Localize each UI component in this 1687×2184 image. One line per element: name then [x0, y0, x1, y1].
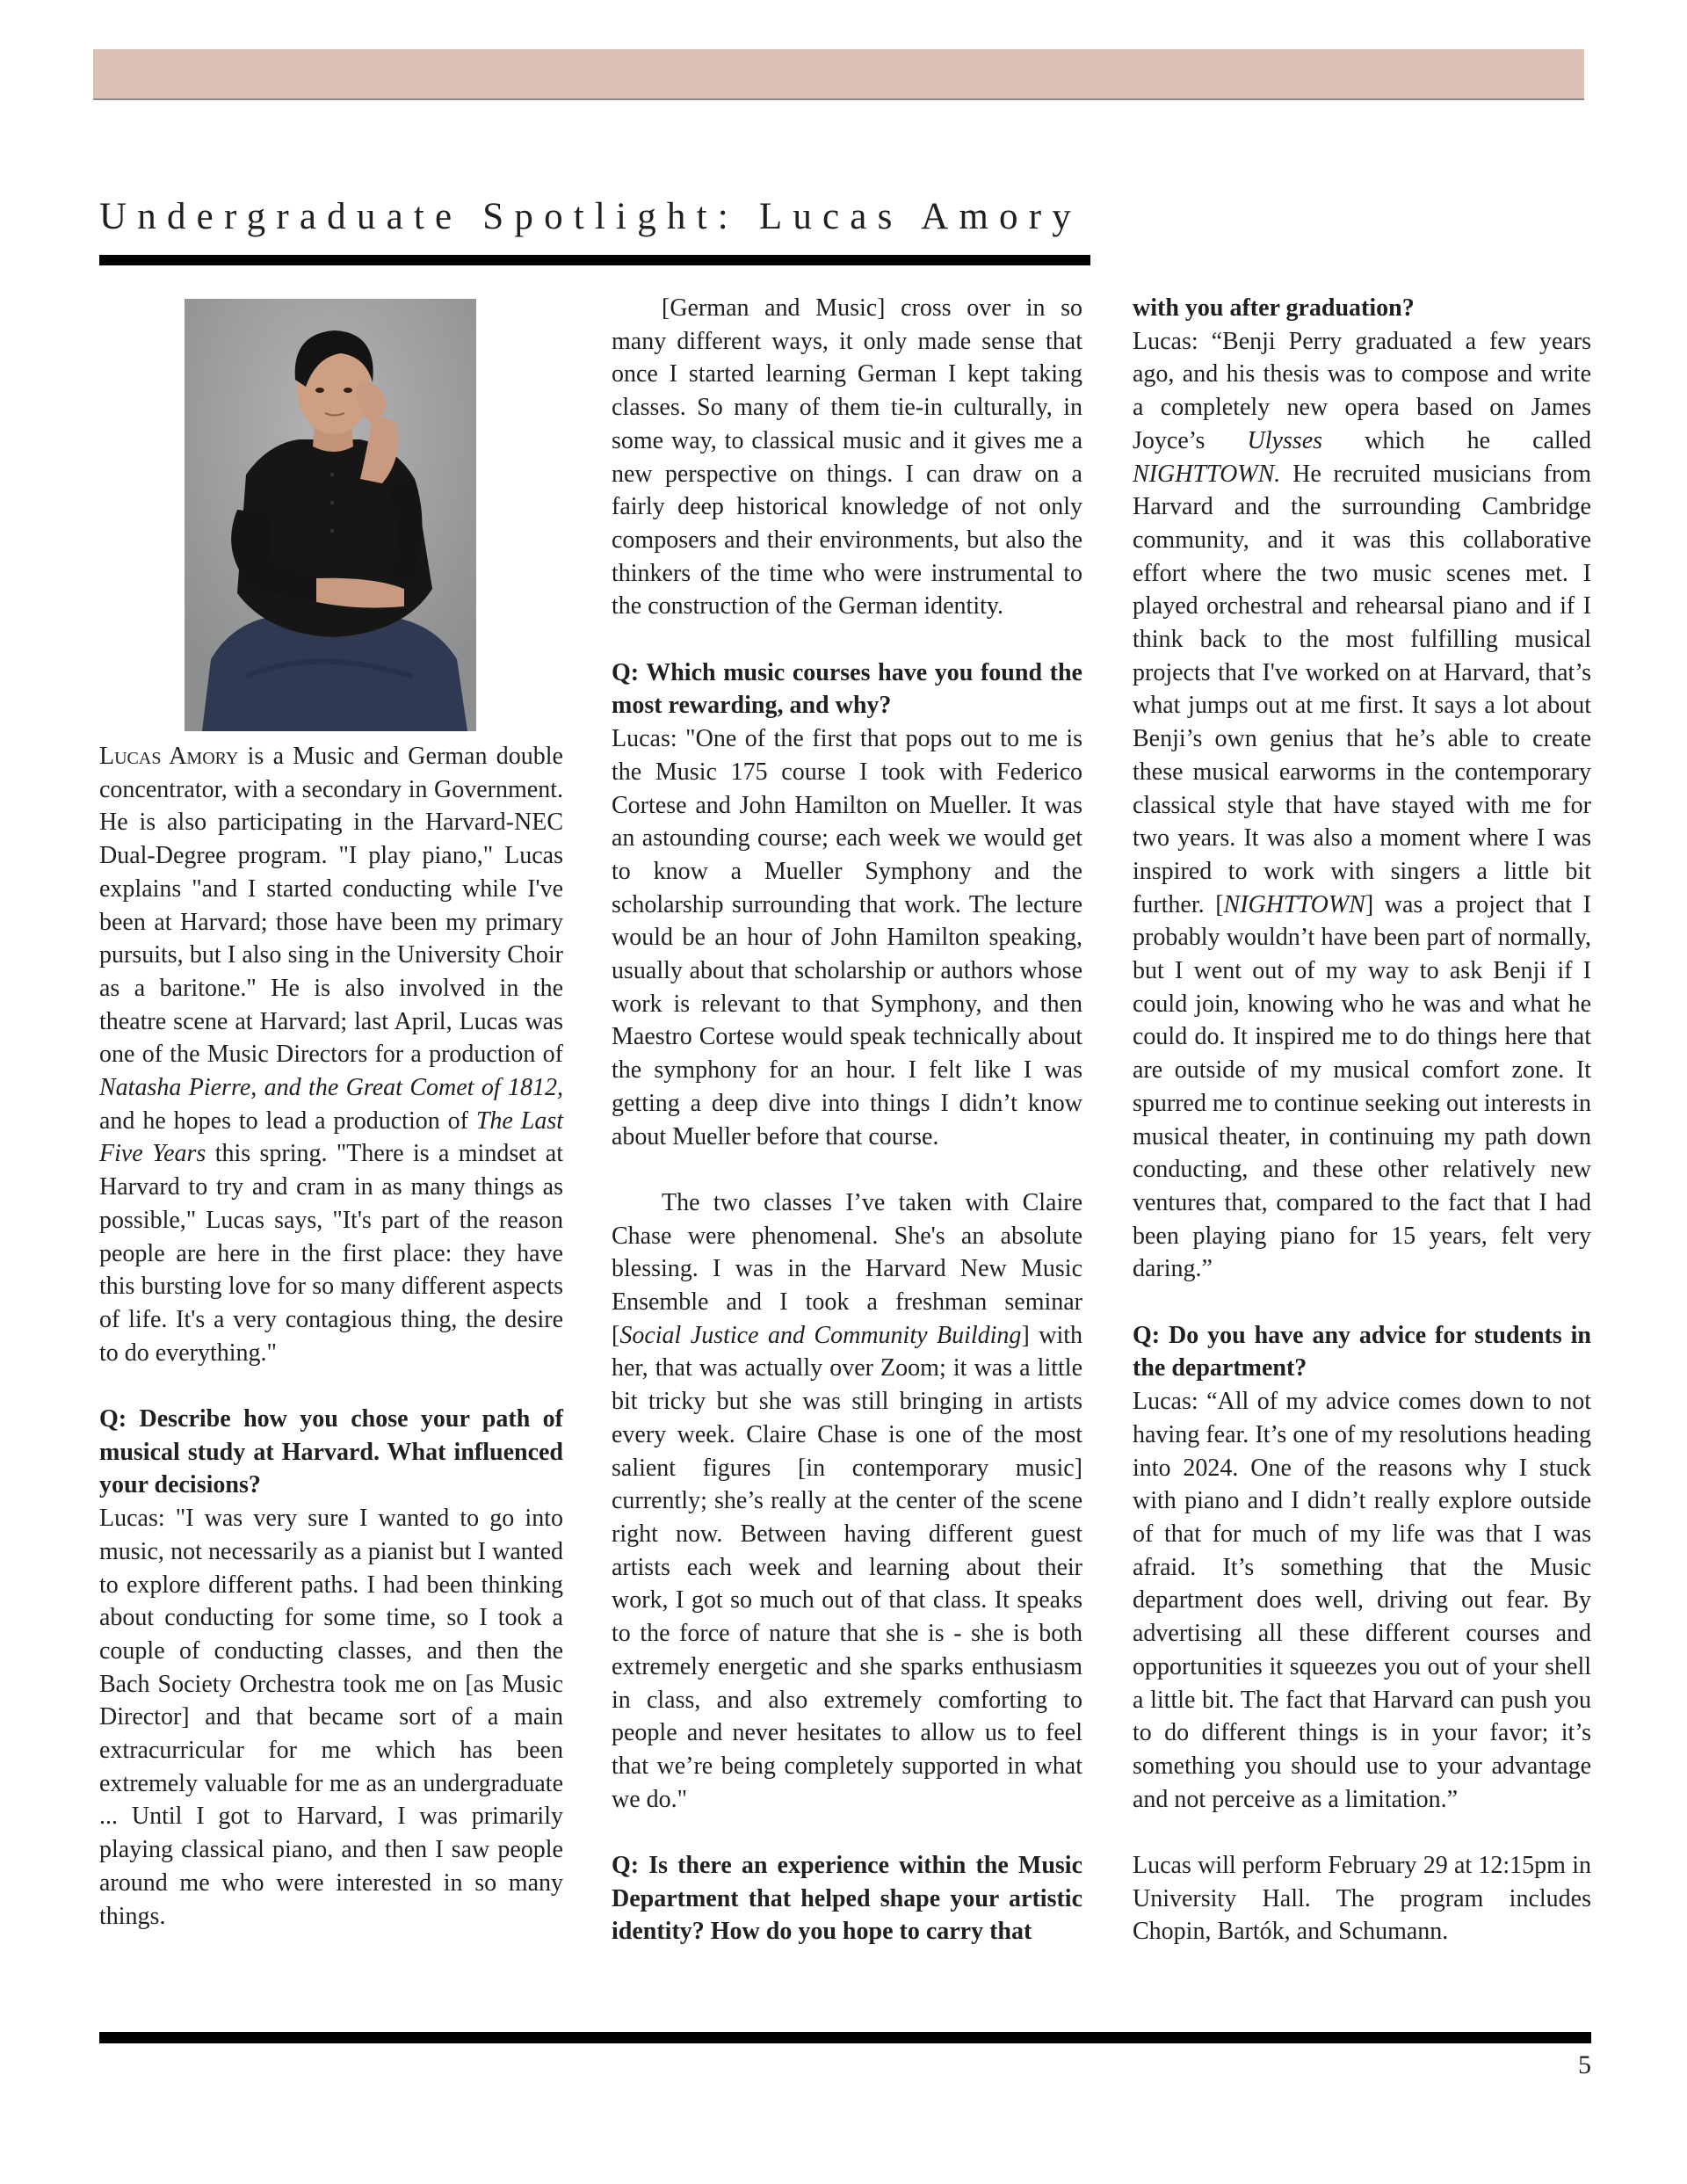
subject-name: Lucas Amory [99, 743, 239, 770]
book-title: Ulysses [1247, 426, 1323, 454]
intro-text-2: and he hopes to lead a production of [99, 1107, 476, 1135]
answer-3-text-1: Lucas: “Benji Perry graduated a few years ago, and his thesis was to compose and write a completely new opera based on James Joyce’s [1133, 327, 1591, 454]
question-1: Q: Describe how you chose your path of musical study at Harvard. What influenced your decisions? [99, 1405, 563, 1499]
answer-2-paragraph-2 [612, 1186, 1082, 1816]
answer-3-text-2: which he called [1322, 426, 1591, 454]
answer-2-text-1: The two classes I’ve taken with Claire Chase were phenomenal. She's an absolute blessing. I was in the Harvard New Music Ensemble and I took a freshman seminar [ [612, 1188, 1082, 1349]
answer-2-text-2: ] with her, that was actually over Zoom; it was a little bit tricky but she was still bringing in artists every week. Claire Chase is one of the most salient figures [in contemporary music] currently; she’s really at the center of the scene right now. Between having different guest artists each week and learning about their work, I got so much out of that class. It speaks to the force of nature that she is - she is both extremely energetic and she sparks enthusiasm in class, and also extremely comforting to people and never hesitates to allow us to feel that we’re being completely supported in what we do." [612, 1321, 1082, 1813]
production-title-2: The Last Five Years [99, 1107, 564, 1168]
portrait-photo [185, 299, 476, 731]
title-rule [99, 255, 1090, 265]
seminar-title: Social Justice and Community Building [619, 1321, 1022, 1349]
performance-note: Lucas will perform February 29 at 12:15pm in University Hall. The program includes Chopin, Bartók, and Schumann. [1133, 1852, 1591, 1946]
answer-3-text-4: ] was a project that I probably wouldn’t have been part of normally, but I went out of my way to ask Benji if I could join, knowing who he was and what he could do. It inspired me to do things here that are outside of my musical comfort zone. It spurred me to continue seeking out interests in musical theater, in continuing my path down conducting, and these other relatively new ventures that, compared to the fact that I had been playing piano for 15 years, felt very daring.” [1133, 890, 1591, 1283]
intro-text-1: is a Music and German double concentrator, with a secondary in Government. He is also participating in the Harvard-NEC Dual-Degree program. "I play piano," Lucas explains "and I started conducting while I've been at Harvard; those have been my primary pursuits, but I also sing in the University Choir as a baritone." He is also involved in the theatre scene at Harvard; last April, Lucas was one of the Music Directors for a production of [99, 743, 563, 1069]
opera-title-2: NIGHTTOWN [1223, 890, 1365, 918]
question-3: Q: Is there an experience within the Music Department that helped shape your artistic identity? How do you hope to carry that [612, 1852, 1082, 1946]
answer-1-continued: [German and Music] cross over in so many different ways, it only made sense that once I started learning German I kept taking classes. So many of them tie-in culturally, in some way, to classical music and it gives me a new perspective on things. I can draw on a fairly deep historical knowledge of not only composers and their environments, but also the thinkers of the time who were instrumental to the construction of the German identity. [612, 294, 1082, 620]
page-number: 5 [1578, 2050, 1591, 2079]
bottom-rule [99, 2032, 1591, 2043]
question-2: Q: Which music courses have you found the most rewarding, and why? [612, 658, 1082, 720]
answer-1: Lucas: "I was very sure I wanted to go into music, not necessarily as a pianist but I wanted to explore different paths. I had been thinking about conducting for some time, so I took a couple of conducting classes, and then the Bach Society Orchestra took me on [as Music Director] and that became sort of a main extracurricular for me which has been extremely valuable for me as an undergraduate ... Until I got to Harvard, I was primarily playing classical piano, and then I saw people around me who were interested in so many things. [99, 1505, 563, 1930]
column-left [99, 740, 563, 1933]
production-title-1: Natasha Pierre, and the Great Comet of 1812, [99, 1074, 563, 1102]
answer-4: Lucas: “All of my advice comes down to not having fear. It’s one of my resolutions heading into 2024. One of the reasons why I stuck with piano and I didn’t really explore outside of that for much of my life was that I was afraid. It’s something that the Music department does well, driving out fear. By advertising all these different courses and opportunities it squeezes you out of your shell a little bit. The fact that Harvard can push you to do different things is in your favor; it’s something you should use to your advantage and not perceive as a limitation.” [1133, 1388, 1591, 1813]
question-4: Q: Do you have any advice for students in the department? [1133, 1321, 1591, 1382]
answer-3 [1133, 325, 1591, 1286]
intro-text-3: this spring. "There is a mindset at Harvard to try and cram in as many things as possible," Lucas says, "It's part of the reason people are here in the first place: they have this bursting love for so many different aspects of life. It's a very contagious thing, the desire to do everything." [99, 1140, 563, 1367]
column-right [1133, 292, 1591, 1948]
answer-3-text-3: He recruited musicians from Harvard and the surrounding Cambridge community, and it was this collaborative effort where the two music scenes met. I played orchestral and rehearsal piano and if I think back to the most fulfilling musical projects that I've worked on at Harvard, that’s what jumps out at me first. It says a lot about Benji’s own genius that he’s able to create these musical earworms in the contemporary classical style that have stayed with me for two years. It was also a moment where I was inspired to work with singers a little bit further. [ [1133, 460, 1591, 918]
question-3-continued: with you after graduation? [1133, 294, 1415, 322]
page-title: Undergraduate Spotlight: Lucas Amory [99, 196, 1082, 237]
portrait-illustration [185, 299, 476, 731]
intro-paragraph [99, 740, 563, 1369]
answer-2: Lucas: "One of the first that pops out to me is the Music 175 course I took with Federico Cortese and John Hamilton on Mueller. It was an astounding course; each week we would get to know a Mueller Symphony and the scholarship surrounding that work. The lecture would be an hour of John Hamilton speaking, usually about that scholarship or authors whose work is relevant to that Symphony, and then Maestro Cortese would speak technically about the symphony for an hour. I felt like I was getting a deep dive into things I didn’t know about Mueller before that course. [612, 725, 1082, 1150]
column-middle [612, 292, 1082, 1948]
opera-title-1: NIGHTTOWN. [1133, 460, 1281, 488]
header-band [93, 49, 1584, 100]
